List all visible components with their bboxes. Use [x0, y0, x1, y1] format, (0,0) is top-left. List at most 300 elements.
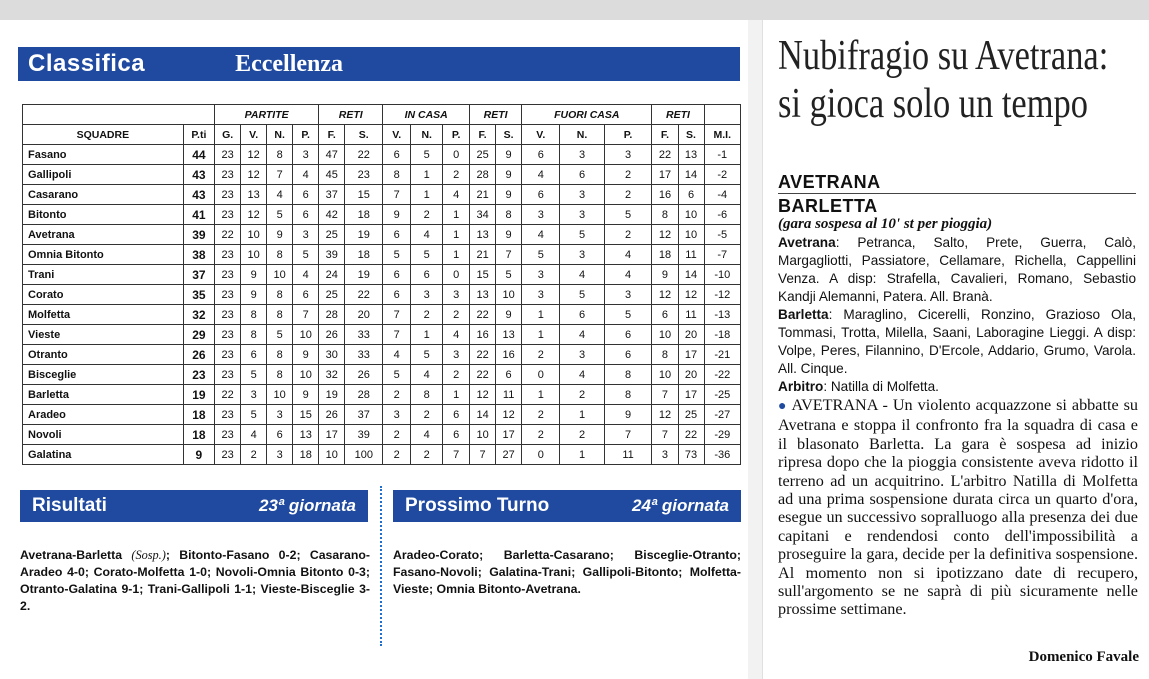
risultati-text: [20, 547, 370, 615]
stat-cell: 6: [411, 265, 443, 285]
stat-cell: 18: [652, 245, 678, 265]
stat-cell: 3: [560, 145, 604, 165]
group-header: FUORI CASA: [522, 105, 652, 125]
stat-cell: 5: [411, 245, 443, 265]
team-name: Gallipoli: [23, 165, 184, 185]
team-name: Bisceglie: [23, 365, 184, 385]
team-name: Galatina: [23, 445, 184, 465]
stat-cell: 25: [319, 225, 345, 245]
stat-cell: 5: [241, 365, 267, 385]
column-header: P.ti: [183, 125, 214, 145]
stat-cell: 1: [522, 305, 560, 325]
stat-cell: 3: [560, 245, 604, 265]
stat-cell: 6: [383, 145, 411, 165]
stat-cell: 8: [241, 305, 267, 325]
stat-cell: 22: [470, 345, 496, 365]
risultati-text-after: ; Bitonto-Fasano 0-2; Casarano-Aradeo 4-0; Corato-Molfetta 1-0; Novoli-Omnia Bitonto 0-3; Otranto-Galatina 9-1; Trani-Gallipoli 1-1; Vieste-Bisceglie 3-2.: [20, 548, 370, 613]
stat-cell: 28: [345, 385, 383, 405]
stat-cell: 30: [319, 345, 345, 365]
stat-cell: 5: [383, 365, 411, 385]
column-header: N.: [267, 125, 293, 145]
stat-cell: 13: [241, 185, 267, 205]
stat-cell: 9: [241, 285, 267, 305]
stat-cell: 3: [522, 205, 560, 225]
stat-cell: 32: [319, 365, 345, 385]
stat-cell: 2: [604, 185, 652, 205]
team-name: Aradeo: [23, 405, 184, 425]
stat-cell: 5: [383, 245, 411, 265]
stat-cell: 6: [293, 285, 319, 305]
risultati-title: Risultati: [32, 495, 107, 516]
stat-cell: -25: [704, 385, 740, 405]
stat-cell: 12: [652, 285, 678, 305]
table-row: [23, 225, 741, 245]
stat-cell: 6: [652, 305, 678, 325]
stat-cell: 4: [522, 225, 560, 245]
points-cell: 43: [183, 165, 214, 185]
stat-cell: 2: [443, 365, 470, 385]
team-name: Casarano: [23, 185, 184, 205]
stat-cell: 5: [522, 245, 560, 265]
stat-cell: 2: [560, 425, 604, 445]
stat-cell: 22: [215, 225, 241, 245]
group-header: PARTITE: [215, 105, 319, 125]
stat-cell: 22: [215, 385, 241, 405]
stat-cell: 22: [652, 145, 678, 165]
stat-cell: 2: [411, 205, 443, 225]
stat-cell: 8: [267, 285, 293, 305]
risultati-sosp: (Sosp.): [131, 548, 166, 562]
stat-cell: -27: [704, 405, 740, 425]
stat-cell: 6: [604, 325, 652, 345]
stat-cell: 21: [470, 185, 496, 205]
stat-cell: 5: [560, 285, 604, 305]
stat-cell: 3: [522, 285, 560, 305]
stat-cell: 13: [293, 425, 319, 445]
bullet-icon: ●: [778, 399, 788, 414]
points-cell: 23: [183, 365, 214, 385]
stat-cell: 0: [522, 365, 560, 385]
stat-cell: 7: [652, 385, 678, 405]
points-cell: 37: [183, 265, 214, 285]
points-cell: 41: [183, 205, 214, 225]
stat-cell: 5: [604, 305, 652, 325]
stat-cell: 6: [383, 225, 411, 245]
stat-cell: 2: [443, 165, 470, 185]
standings-table: [22, 104, 741, 465]
stat-cell: 2: [383, 445, 411, 465]
stat-cell: 12: [678, 285, 704, 305]
top-margin: [0, 0, 1149, 20]
stat-cell: 10: [241, 245, 267, 265]
table-row: [23, 245, 741, 265]
stat-cell: 4: [604, 265, 652, 285]
article-headline: [778, 32, 1108, 128]
stat-cell: 4: [411, 365, 443, 385]
stat-cell: 18: [293, 445, 319, 465]
stat-cell: 6: [443, 425, 470, 445]
column-header: P.: [604, 125, 652, 145]
stat-cell: 8: [411, 385, 443, 405]
team-name: Corato: [23, 285, 184, 305]
table-row: [23, 205, 741, 225]
stat-cell: 20: [345, 305, 383, 325]
group-header: RETI: [319, 105, 383, 125]
column-header-row: [23, 125, 741, 145]
points-cell: 32: [183, 305, 214, 325]
table-row: [23, 425, 741, 445]
stat-cell: 1: [443, 245, 470, 265]
stat-cell: 5: [293, 245, 319, 265]
team-name: Trani: [23, 265, 184, 285]
stat-cell: 1: [411, 185, 443, 205]
column-header: V.: [383, 125, 411, 145]
stat-cell: 9: [241, 265, 267, 285]
stat-cell: 4: [411, 225, 443, 245]
stat-cell: 28: [470, 165, 496, 185]
lineup-b: : Maraglino, Cicerelli, Ronzino, Grazioso Ola, Tommasi, Trotta, Milella, Saani, Laboragine Lieggi. A disp: Volpe, Peres, Filannino, D'Ercole, Addario, Grumo, Varola. All. Cinque.: [778, 307, 1136, 376]
stat-cell: 2: [383, 425, 411, 445]
points-cell: 43: [183, 185, 214, 205]
stat-cell: 8: [652, 205, 678, 225]
team-name: Otranto: [23, 345, 184, 365]
stat-cell: 3: [241, 385, 267, 405]
stat-cell: 6: [267, 425, 293, 445]
stat-cell: 7: [496, 245, 522, 265]
stat-cell: 6: [383, 285, 411, 305]
stat-cell: 18: [345, 245, 383, 265]
stat-cell: 6: [383, 265, 411, 285]
stat-cell: 23: [215, 345, 241, 365]
column-header: F.: [652, 125, 678, 145]
stat-cell: 3: [293, 225, 319, 245]
classifica-banner: [18, 47, 740, 81]
stat-cell: 23: [215, 285, 241, 305]
stat-cell: 34: [470, 205, 496, 225]
stat-cell: 0: [443, 145, 470, 165]
stat-cell: 12: [241, 165, 267, 185]
group-header: RETI: [652, 105, 704, 125]
stat-cell: 2: [411, 445, 443, 465]
stat-cell: 5: [267, 205, 293, 225]
stat-cell: 23: [215, 145, 241, 165]
stat-cell: 15: [470, 265, 496, 285]
group-header-empty: [704, 105, 740, 125]
stat-cell: 8: [267, 365, 293, 385]
stat-cell: 4: [241, 425, 267, 445]
stat-cell: 4: [560, 265, 604, 285]
stat-cell: 23: [215, 205, 241, 225]
stat-cell: 10: [470, 425, 496, 445]
stat-cell: 8: [652, 345, 678, 365]
article-text: AVETRANA - Un violento acquazzone si abbatte su Avetrana e stoppa il confronto fra la squadra di casa e il blasonato Barletta. La gara è sospesa ad inizio ripresa dopo che la pioggia consistente aveva ridotto il terreno ad un acquitrino. L'arbitro Natilla di Molfetta ad una prima sospensione durata circa un quarto d'ora, esegue un successivo sopralluogo alla presenza dei due capitani e rendendosi conto dell'impossibilità a proseguire la gara, decide per la definitiva sospensione. Al momento non si ipotizzano date di recupero, sull'argomento se ne saprà di più sicuramente nelle prossime settimane.: [778, 396, 1138, 619]
stat-cell: 3: [560, 205, 604, 225]
stat-cell: 2: [604, 225, 652, 245]
stat-cell: 6: [678, 185, 704, 205]
headline-line-1: Nubifragio su Avetrana:: [778, 33, 1109, 79]
classifica-subtitle: Eccellenza: [235, 50, 344, 77]
stat-cell: 16: [496, 345, 522, 365]
stat-cell: 6: [293, 185, 319, 205]
stat-cell: 7: [267, 165, 293, 185]
article-body: [778, 396, 1138, 619]
stat-cell: 8: [604, 365, 652, 385]
team-name: Novoli: [23, 425, 184, 445]
stat-cell: 19: [345, 225, 383, 245]
stat-cell: 3: [522, 265, 560, 285]
stat-cell: 23: [215, 265, 241, 285]
stat-cell: 24: [319, 265, 345, 285]
stat-cell: 12: [496, 405, 522, 425]
points-cell: 39: [183, 225, 214, 245]
stat-cell: -21: [704, 345, 740, 365]
stat-cell: 3: [560, 345, 604, 365]
stat-cell: 2: [411, 305, 443, 325]
stat-cell: -7: [704, 245, 740, 265]
stat-cell: 10: [652, 365, 678, 385]
stat-cell: 13: [678, 145, 704, 165]
stat-cell: 2: [443, 305, 470, 325]
stat-cell: 22: [678, 425, 704, 445]
standings-body: [23, 145, 741, 465]
lineups: [778, 234, 1136, 396]
stat-cell: 10: [652, 325, 678, 345]
stat-cell: 1: [443, 225, 470, 245]
stat-cell: 4: [293, 165, 319, 185]
stat-cell: 22: [470, 305, 496, 325]
prossimo-text: Aradeo-Corato; Barletta-Casarano; Bisceglie-Otranto; Fasano-Novoli; Galatina-Trani; Gallipoli-Bitonto; Molfetta-Vieste; Omnia Bitonto-Avetrana.: [393, 548, 741, 596]
stat-cell: 5: [496, 265, 522, 285]
stat-cell: 26: [319, 325, 345, 345]
team-name: Bitonto: [23, 205, 184, 225]
prossimo-title: Prossimo Turno: [405, 495, 550, 516]
arbitro: : Natilla di Molfetta.: [823, 379, 939, 394]
stat-cell: 33: [345, 325, 383, 345]
stat-cell: 11: [604, 445, 652, 465]
away-team: BARLETTA: [778, 196, 878, 216]
column-header: G.: [215, 125, 241, 145]
column-header: V.: [241, 125, 267, 145]
stat-cell: 5: [267, 325, 293, 345]
stat-cell: 9: [652, 265, 678, 285]
stat-cell: 23: [215, 425, 241, 445]
stat-cell: 25: [678, 405, 704, 425]
table-row: [23, 265, 741, 285]
stat-cell: 1: [411, 165, 443, 185]
stat-cell: -13: [704, 305, 740, 325]
stat-cell: 100: [345, 445, 383, 465]
stat-cell: 4: [443, 185, 470, 205]
stat-cell: 5: [411, 345, 443, 365]
stat-cell: 18: [345, 205, 383, 225]
stat-cell: 6: [560, 305, 604, 325]
stat-cell: 3: [652, 445, 678, 465]
stat-cell: 9: [293, 345, 319, 365]
stat-cell: 20: [678, 365, 704, 385]
stat-cell: 23: [215, 445, 241, 465]
group-header-row: [23, 105, 741, 125]
stat-cell: 10: [293, 365, 319, 385]
stat-cell: 9: [604, 405, 652, 425]
lineup-a: : Petranca, Salto, Prete, Guerra, Calò, Margagliotti, Passiatore, Cellamare, Richella, Cappellini Venza. A disp: Strafella, Cavalieri, Romano, Sebastio Kandji Alemanni, Patera. All. Branà.: [778, 235, 1136, 304]
stat-cell: 4: [604, 245, 652, 265]
column-header: S.: [496, 125, 522, 145]
arbitro-label: Arbitro: [778, 379, 824, 394]
stat-cell: 23: [215, 365, 241, 385]
column-header: S.: [345, 125, 383, 145]
stat-cell: 9: [496, 305, 522, 325]
table-row: [23, 305, 741, 325]
stat-cell: -2: [704, 165, 740, 185]
stat-cell: 1: [443, 205, 470, 225]
stat-cell: 8: [267, 345, 293, 365]
stat-cell: 23: [345, 165, 383, 185]
stat-cell: 5: [560, 225, 604, 245]
stat-cell: 10: [496, 285, 522, 305]
group-header-empty: [23, 105, 215, 125]
stat-cell: 28: [319, 305, 345, 325]
stat-cell: 4: [267, 185, 293, 205]
column-header: S.: [678, 125, 704, 145]
stat-cell: 9: [496, 185, 522, 205]
stat-cell: 9: [383, 205, 411, 225]
risultati-banner: [20, 490, 368, 522]
stat-cell: 16: [652, 185, 678, 205]
table-row: [23, 165, 741, 185]
stat-cell: 14: [678, 265, 704, 285]
points-cell: 9: [183, 445, 214, 465]
column-header: P.: [443, 125, 470, 145]
stat-cell: 37: [345, 405, 383, 425]
points-cell: 19: [183, 385, 214, 405]
stat-cell: 10: [267, 385, 293, 405]
table-row: [23, 365, 741, 385]
stat-cell: 8: [267, 145, 293, 165]
stat-cell: 12: [241, 205, 267, 225]
stat-cell: 9: [293, 385, 319, 405]
stat-cell: 1: [522, 325, 560, 345]
stat-cell: 19: [345, 265, 383, 285]
table-row: [23, 285, 741, 305]
stat-cell: 9: [267, 225, 293, 245]
stat-cell: 21: [470, 245, 496, 265]
stat-cell: 23: [215, 325, 241, 345]
stat-cell: 10: [267, 265, 293, 285]
stat-cell: -6: [704, 205, 740, 225]
table-row: [23, 445, 741, 465]
points-cell: 26: [183, 345, 214, 365]
stat-cell: 25: [470, 145, 496, 165]
stat-cell: 11: [496, 385, 522, 405]
stat-cell: 8: [267, 305, 293, 325]
stat-cell: 1: [411, 325, 443, 345]
stat-cell: 5: [411, 145, 443, 165]
stat-cell: 23: [215, 305, 241, 325]
stat-cell: 22: [345, 145, 383, 165]
column-header: N.: [411, 125, 443, 145]
points-cell: 38: [183, 245, 214, 265]
classifica-title: Classifica: [28, 50, 146, 77]
stat-cell: 4: [293, 265, 319, 285]
stat-cell: 17: [652, 165, 678, 185]
group-header: RETI: [470, 105, 522, 125]
stat-cell: 2: [383, 385, 411, 405]
stat-cell: 17: [319, 425, 345, 445]
stat-cell: 3: [383, 405, 411, 425]
stat-cell: 3: [560, 185, 604, 205]
stat-cell: 6: [241, 345, 267, 365]
stat-cell: 45: [319, 165, 345, 185]
stat-cell: 33: [345, 345, 383, 365]
stat-cell: 3: [267, 445, 293, 465]
stat-cell: -18: [704, 325, 740, 345]
stat-cell: 20: [678, 325, 704, 345]
stat-cell: 4: [522, 165, 560, 185]
risultati-text-before: Avetrana-Barletta: [20, 548, 132, 562]
column-header: P.: [293, 125, 319, 145]
stat-cell: 6: [293, 205, 319, 225]
stat-cell: 4: [383, 345, 411, 365]
stat-cell: 3: [267, 405, 293, 425]
stat-cell: 3: [604, 285, 652, 305]
team-name: Fasano: [23, 145, 184, 165]
stat-cell: 0: [443, 265, 470, 285]
table-row: [23, 145, 741, 165]
stat-cell: 7: [604, 425, 652, 445]
stat-cell: 7: [383, 305, 411, 325]
stat-cell: 12: [470, 385, 496, 405]
stat-cell: 11: [678, 305, 704, 325]
stat-cell: 0: [522, 445, 560, 465]
points-cell: 18: [183, 405, 214, 425]
stat-cell: 6: [443, 405, 470, 425]
lineup-a-label: Avetrana: [778, 235, 836, 250]
stat-cell: 3: [604, 145, 652, 165]
prossimo-banner: [393, 490, 741, 522]
stat-cell: 6: [496, 365, 522, 385]
stat-cell: 1: [522, 385, 560, 405]
stat-cell: 6: [560, 165, 604, 185]
stat-cell: 1: [560, 445, 604, 465]
table-row: [23, 385, 741, 405]
stat-cell: 23: [215, 165, 241, 185]
stat-cell: -1: [704, 145, 740, 165]
stat-cell: 73: [678, 445, 704, 465]
match-note: (gara sospesa al 10' st per pioggia): [778, 216, 993, 232]
stat-cell: 10: [678, 225, 704, 245]
stat-cell: 2: [241, 445, 267, 465]
team-name: Barletta: [23, 385, 184, 405]
stat-cell: 27: [496, 445, 522, 465]
stat-cell: 37: [319, 185, 345, 205]
stat-cell: 9: [496, 225, 522, 245]
stat-cell: 2: [522, 425, 560, 445]
team-name: Molfetta: [23, 305, 184, 325]
stat-cell: 3: [411, 285, 443, 305]
stat-cell: 8: [267, 245, 293, 265]
table-row: [23, 325, 741, 345]
stat-cell: 3: [443, 285, 470, 305]
stat-cell: 7: [443, 445, 470, 465]
stat-cell: -4: [704, 185, 740, 205]
stat-cell: 39: [319, 245, 345, 265]
stat-cell: 13: [470, 285, 496, 305]
stat-cell: 7: [383, 185, 411, 205]
stat-cell: 8: [496, 205, 522, 225]
column-header: V.: [522, 125, 560, 145]
lineup-b-label: Barletta: [778, 307, 829, 322]
stat-cell: 1: [560, 405, 604, 425]
